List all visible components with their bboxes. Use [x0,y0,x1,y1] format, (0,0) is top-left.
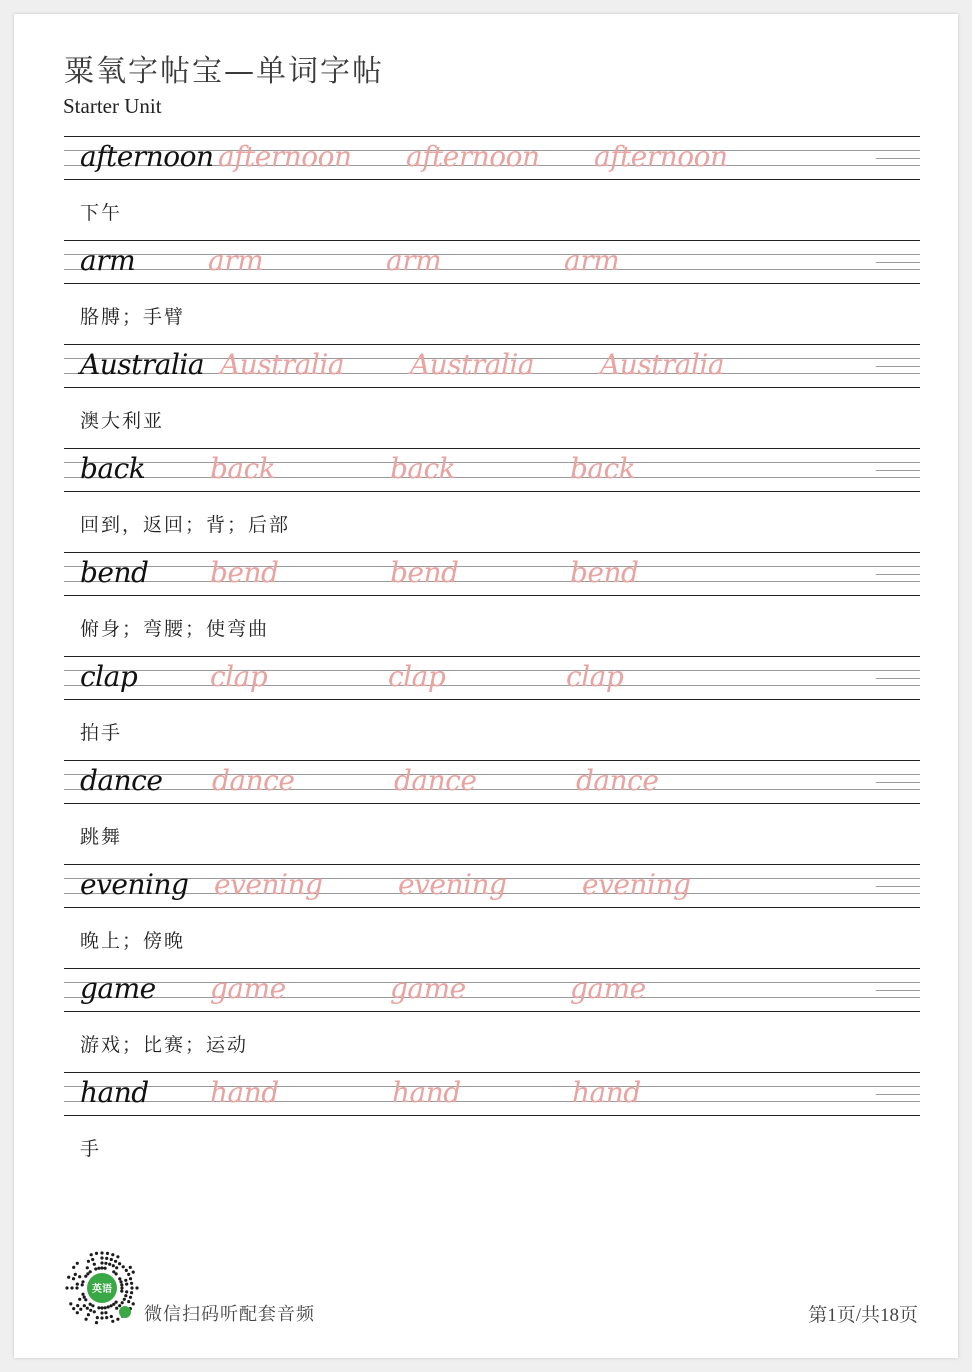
page-indicator: 第1页/共18页 [808,1305,918,1326]
trace-word: bend [570,556,639,589]
word-entry [14,552,958,656]
word-text: arm [80,244,136,277]
trace-word: Australia [410,348,535,381]
trace-word: dance [212,764,295,797]
ruling-line [64,864,920,865]
ruling-line [876,574,920,575]
trace-word: hand [210,1076,279,1109]
trace-word: clap [210,660,268,693]
ruling-line [64,477,920,478]
word-text: clap [80,660,138,693]
ruling-line [64,462,920,463]
word-entry [14,240,958,344]
ruling-line [64,240,920,241]
ruling-line [64,699,920,700]
writing-lines [64,240,920,284]
ruling-line [64,1072,920,1073]
trace-word: game [390,972,466,1005]
ruling-line [64,803,920,804]
ruling-line [64,595,920,596]
ruling-line [876,1094,920,1095]
trace-word: afternoon [594,140,728,173]
ruling-line [64,1011,920,1012]
ruling-line [876,678,920,679]
word-entry [14,344,958,448]
ruling-line [64,387,920,388]
ruling-line [876,990,920,991]
ruling-line [64,1101,920,1102]
trace-word: evening [214,868,323,901]
writing-lines [64,656,920,700]
trace-word: game [210,972,286,1005]
ruling-line [64,997,920,998]
trace-word: Australia [220,348,345,381]
trace-word: arm [564,244,620,277]
writing-lines [64,552,920,596]
trace-word: arm [386,244,442,277]
word-text: evening [80,868,189,901]
page-footer [14,1246,958,1336]
ruling-line [876,470,920,471]
word-meaning: 澳大利亚 [80,410,165,432]
trace-word: bend [210,556,279,589]
writing-lines [64,448,920,492]
trace-word: clap [566,660,624,693]
trace-word: afternoon [218,140,352,173]
ruling-line [64,1115,920,1116]
writing-lines [64,760,920,804]
trace-word: hand [572,1076,641,1109]
writing-lines [64,968,920,1012]
word-meaning: 俯身；弯腰；使弯曲 [80,618,270,640]
word-text: dance [80,764,163,797]
ruling-line [64,581,920,582]
ruling-line [64,685,920,686]
word-text: Australia [80,348,205,381]
trace-word: hand [392,1076,461,1109]
qr-badge-label: 英语 [92,1284,112,1295]
trace-word: game [570,972,646,1005]
scan-instruction: 微信扫码听配套音频 [144,1304,315,1325]
word-entry [14,760,958,864]
ruling-line [64,1086,920,1087]
word-entry [14,448,958,552]
word-entry [14,968,958,1072]
ruling-line [64,670,920,671]
worksheet-page [14,14,958,1358]
trace-word: dance [394,764,477,797]
ruling-line [64,566,920,567]
word-meaning: 手 [80,1138,102,1160]
word-text: bend [80,556,149,589]
trace-word: back [570,452,636,485]
word-text: game [80,972,156,1005]
trace-word: bend [390,556,459,589]
word-meaning: 跳舞 [80,826,123,848]
ruling-line [64,552,920,553]
ruling-line [876,158,920,159]
ruling-line [64,136,920,137]
trace-word: afternoon [406,140,540,173]
word-entry [14,136,958,240]
ruling-line [64,344,920,345]
word-text: hand [80,1076,149,1109]
ruling-line [64,982,920,983]
ruling-line [64,907,920,908]
word-meaning: 回到，返回；背；后部 [80,514,291,536]
word-meaning: 下午 [80,202,123,224]
word-meaning: 晚上；傍晚 [80,930,186,952]
trace-word: evening [398,868,507,901]
qr-code-icon[interactable] [64,1250,140,1326]
word-entry [14,864,958,968]
trace-word: evening [582,868,691,901]
ruling-line [64,491,920,492]
ruling-line [64,179,920,180]
ruling-line [64,774,920,775]
word-meaning: 胳膊；手臂 [80,306,186,328]
ruling-line [64,269,920,270]
ruling-line [64,760,920,761]
unit-label: Starter Unit [63,94,162,118]
word-entry [14,656,958,760]
ruling-line [64,789,920,790]
word-meaning: 拍手 [80,722,123,744]
trace-word: Australia [600,348,725,381]
word-entry [14,1072,958,1176]
ruling-line [876,366,920,367]
ruling-line [64,254,920,255]
trace-word: clap [388,660,446,693]
ruling-line [64,448,920,449]
ruling-line [64,283,920,284]
word-text: afternoon [80,140,214,173]
ruling-line [876,886,920,887]
trace-word: back [210,452,276,485]
ruling-line [64,656,920,657]
writing-lines [64,1072,920,1116]
trace-word: dance [576,764,659,797]
word-list [14,136,958,1176]
word-meaning: 游戏；比赛；运动 [80,1034,249,1056]
ruling-line [876,262,920,263]
ruling-line [64,968,920,969]
page-title: 粟氧字帖宝—单词字帖 [64,54,384,89]
word-text: back [80,452,146,485]
trace-word: arm [208,244,264,277]
trace-word: back [390,452,456,485]
ruling-line [876,782,920,783]
